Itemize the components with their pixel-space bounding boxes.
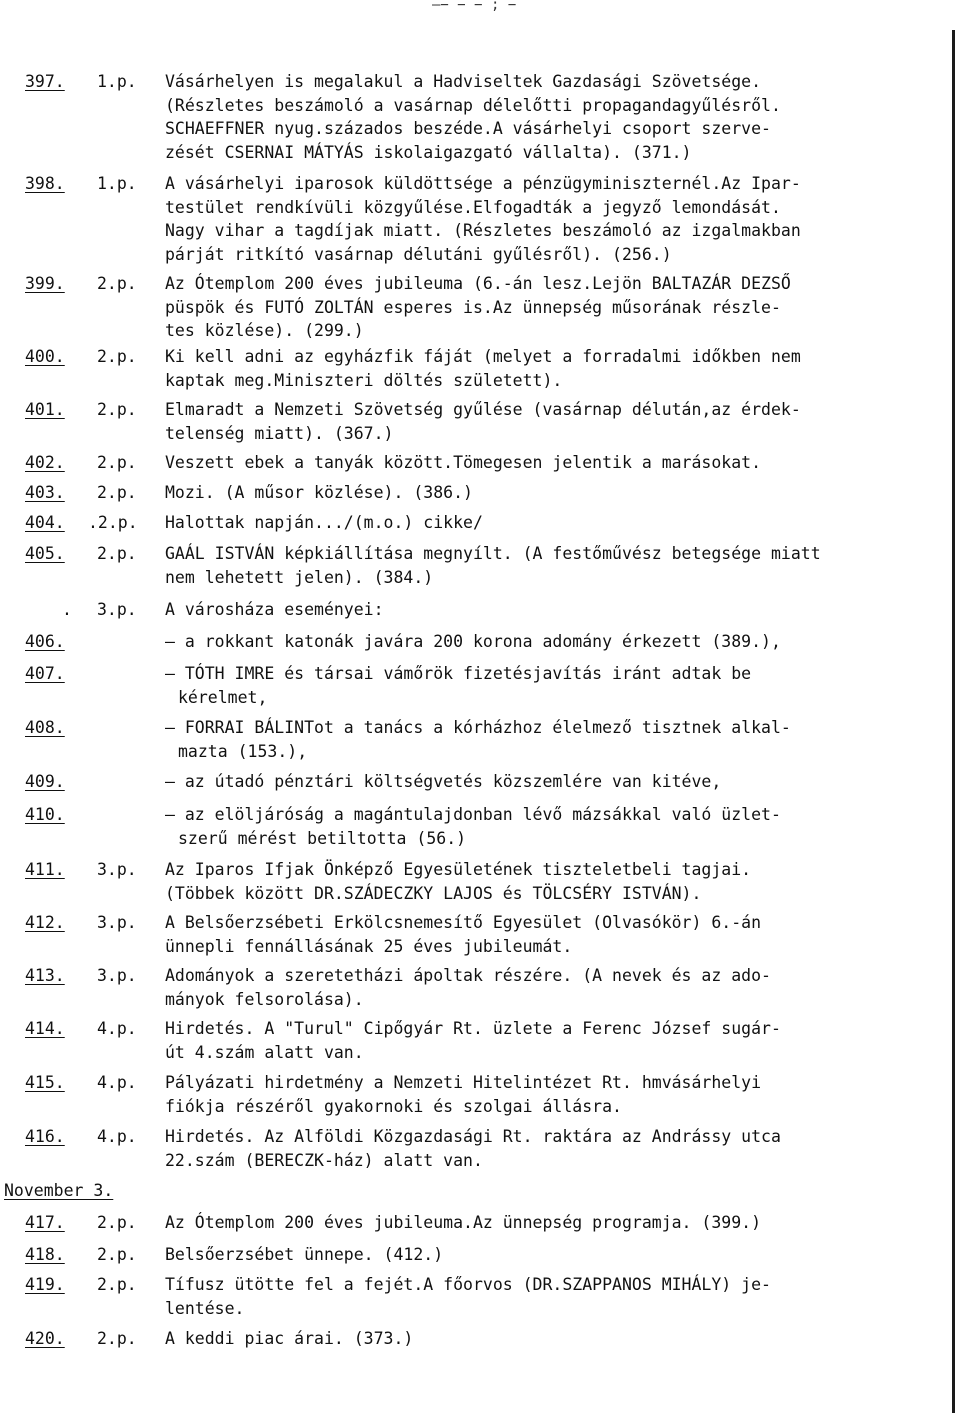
entry-line: Ki kell adni az egyházfik fáját (melyet a forradalmi időkben nem bbox=[165, 347, 801, 366]
entry-line: Elmaradt a Nemzeti Szövetség gyűlése (vasárnap délután,az érdek- bbox=[165, 400, 801, 419]
entry-line: Pályázati hirdetmény a Nemzeti Hitelintézet Rt. hmvásárhelyi bbox=[165, 1073, 762, 1092]
entry-number: 409. bbox=[25, 772, 65, 791]
entry-text bbox=[165, 964, 905, 1011]
entry-text bbox=[165, 272, 905, 343]
entry-number: 398. bbox=[25, 174, 65, 193]
page-ref: 2.p. bbox=[97, 1213, 137, 1232]
page-ref: 2.p. bbox=[97, 1329, 137, 1348]
entry-line: nem lehetett jelen). (384.) bbox=[165, 567, 434, 587]
entry-number: 408. bbox=[25, 718, 65, 737]
entry-line: testület rendkívüli közgyűlése.Elfogadták a jegyző lemondását. bbox=[165, 197, 781, 217]
page-ref: 3.p. bbox=[97, 860, 137, 879]
entry-line: Vásárhelyen is megalakul a Hadviseltek Gazdasági Szövetsége. bbox=[165, 72, 762, 91]
right-margin-rule bbox=[952, 30, 955, 1413]
entry-line: — TÓTH IMRE és társai vámőrök fizetésjavítás iránt adtak be bbox=[165, 664, 752, 683]
entry-text bbox=[165, 1071, 905, 1118]
entry-text bbox=[165, 803, 905, 850]
entry-text bbox=[165, 716, 905, 763]
entry-line: GAÁL ISTVÁN képkiállítása megnyílt. (A festőművész betegsége miatt bbox=[165, 544, 821, 563]
entry-line: mányok felsorolása). bbox=[165, 989, 364, 1009]
entry-line: 22.szám (BERECZK-ház) alatt van. bbox=[165, 1150, 483, 1170]
entry-text bbox=[165, 1243, 905, 1267]
entry-text bbox=[165, 70, 905, 164]
page-ref: 2.p. bbox=[97, 544, 137, 563]
entry-number: 412. bbox=[25, 913, 65, 932]
top-scan-mark: —− − − ; − bbox=[432, 0, 517, 13]
entry-line: — az útadó pénztári költségvetés közszemlére van kitéve, bbox=[165, 772, 722, 791]
entry-line: Hirdetés. Az Alföldi Közgazdasági Rt. raktára az Andrássy utca bbox=[165, 1127, 781, 1146]
entry-number: 403. bbox=[25, 483, 65, 502]
page-ref: 2.p. bbox=[97, 347, 137, 366]
entry-line: A keddi piac árai. (373.) bbox=[165, 1329, 414, 1348]
page-ref: 3.p. bbox=[97, 913, 137, 932]
entry-number: 419. bbox=[25, 1275, 65, 1294]
entry-line: telenség miatt). (367.) bbox=[165, 423, 394, 443]
entry-text bbox=[165, 858, 905, 905]
entry-line: tes közlése). (299.) bbox=[165, 321, 364, 340]
entry-text bbox=[165, 911, 905, 958]
entry-number: 410. bbox=[25, 805, 65, 824]
entry-number: 415. bbox=[25, 1073, 65, 1092]
entry-text bbox=[165, 662, 905, 709]
entry-text bbox=[165, 1125, 905, 1172]
entry-number: 413. bbox=[25, 966, 65, 985]
page-ref: 1.p. bbox=[97, 72, 137, 91]
entry-text bbox=[165, 542, 905, 589]
entry-number: 400. bbox=[25, 347, 65, 366]
entry-number: 406. bbox=[25, 632, 65, 651]
entry-line: zését CSERNAI MÁTYÁS iskolaigazgató vállalta). (371.) bbox=[165, 142, 692, 162]
entry-line: — az elöljáróság a magántulajdonban lévő mázsákkal való üzlet- bbox=[165, 805, 781, 824]
entry-line: szerű mérést betiltotta (56.) bbox=[178, 828, 467, 848]
entry-number: 420. bbox=[25, 1329, 65, 1348]
entry-number: 401. bbox=[25, 400, 65, 419]
entry-line: lentése. bbox=[165, 1298, 245, 1318]
entry-text bbox=[165, 511, 905, 535]
entry-number: 402. bbox=[25, 453, 65, 472]
section-title: A városháza eseményei: bbox=[165, 600, 384, 619]
entry-line: (Többek között DR.SZÁDECZKY LAJOS és TÖLCSÉRY ISTVÁN). bbox=[165, 883, 702, 903]
entry-number: 405. bbox=[25, 544, 65, 563]
page-ref: 2.p. bbox=[97, 483, 137, 502]
page-ref: .2.p. bbox=[88, 513, 138, 532]
entry-line: kaptak meg.Miniszteri döltés született). bbox=[165, 370, 563, 390]
entry-text bbox=[165, 451, 905, 475]
section-text bbox=[165, 598, 905, 622]
entry-number: 418. bbox=[25, 1245, 65, 1264]
entry-line: (Részletes beszámoló a vasárnap délelőtti propagandagyűlésről. bbox=[165, 95, 781, 115]
entry-line: Adományok a szeretetházi ápoltak részére. (A nevek és az ado- bbox=[165, 966, 771, 985]
entry-text bbox=[165, 1211, 905, 1235]
entry-number: 399. bbox=[25, 274, 65, 293]
page-ref: 2.p. bbox=[97, 1245, 137, 1264]
entry-text bbox=[165, 770, 905, 794]
page-ref: 2.p. bbox=[97, 1275, 137, 1294]
section-marker: . bbox=[62, 600, 72, 619]
page-ref: 2.p. bbox=[97, 274, 137, 293]
page-ref: 4.p. bbox=[97, 1019, 137, 1038]
page-ref: 3.p. bbox=[97, 966, 137, 985]
entry-number: 411. bbox=[25, 860, 65, 879]
entry-line: — FORRAI BÁLINTot a tanács a kórházhoz élelmező tisztnek alkal- bbox=[165, 718, 791, 737]
entry-line: Mozi. (A műsor közlése). (386.) bbox=[165, 483, 473, 502]
entry-line: Az Ótemplom 200 éves jubileuma.Az ünnepség programja. (399.) bbox=[165, 1213, 762, 1232]
entry-text bbox=[165, 630, 905, 654]
entry-number: 417. bbox=[25, 1213, 65, 1232]
entry-line: — a rokkant katonák javára 200 korona adomány érkezett (389.), bbox=[165, 632, 781, 651]
entry-line: SCHAEFFNER nyug.százados beszéde.A vásárhelyi csoport szerve- bbox=[165, 119, 771, 138]
entry-line: Nagy vihar a tagdíjak miatt. (Részletes beszámoló az izgalmakban bbox=[165, 221, 801, 240]
entry-text bbox=[165, 398, 905, 445]
entry-line: kérelmet, bbox=[178, 687, 268, 707]
entry-line: Az Iparos Ifjak Önképző Egyesületének tiszteletbeli tagjai. bbox=[165, 860, 752, 879]
entry-line: Az Ótemplom 200 éves jubileuma (6.-án lesz.Lejön BALTAZÁR DEZSŐ bbox=[165, 274, 791, 293]
entry-text bbox=[165, 1273, 905, 1320]
entry-line: út 4.szám alatt van. bbox=[165, 1042, 364, 1062]
entry-line: fiókja részéről gyakornoki és szolgai állásra. bbox=[165, 1096, 622, 1116]
page-ref: 2.p. bbox=[97, 453, 137, 472]
date-heading: November 3. bbox=[4, 1181, 114, 1200]
entry-line: ünnepli fennállásának 25 éves jubileumát. bbox=[165, 936, 573, 956]
entry-number: 397. bbox=[25, 72, 65, 91]
entry-line: Belsőerzsébet ünnepe. (412.) bbox=[165, 1245, 444, 1264]
page-ref: 3.p. bbox=[97, 600, 137, 619]
entry-text bbox=[165, 1017, 905, 1064]
entry-number: 416. bbox=[25, 1127, 65, 1146]
page-ref: 4.p. bbox=[97, 1127, 137, 1146]
entry-number: 414. bbox=[25, 1019, 65, 1038]
entry-number: 404. bbox=[25, 513, 65, 532]
entry-line: A Belsőerzsébeti Erkölcsnemesítő Egyesület (Olvasókör) 6.-án bbox=[165, 913, 762, 932]
entry-line: Halottak napján.../(m.o.) cikke/ bbox=[165, 513, 483, 532]
entry-number: 407. bbox=[25, 664, 65, 683]
page-ref: 1.p. bbox=[97, 174, 137, 193]
entry-line: A vásárhelyi iparosok küldöttsége a pénzügyminiszternél.Az Ipar- bbox=[165, 174, 801, 193]
entry-line: mazta (153.), bbox=[178, 741, 308, 761]
entry-line: Hirdetés. A "Turul" Cipőgyár Rt. üzlete a Ferenc József sugár- bbox=[165, 1019, 781, 1038]
entry-line: Tífusz ütötte fel a fejét.A főorvos (DR.SZAPPANOS MIHÁLY) je- bbox=[165, 1275, 771, 1294]
entry-line: párját ritkító vasárnap délutáni gyűlésről). (256.) bbox=[165, 244, 672, 264]
entry-text bbox=[165, 481, 905, 505]
entry-text bbox=[165, 172, 905, 266]
page-ref: 2.p. bbox=[97, 400, 137, 419]
entry-text bbox=[165, 1327, 905, 1351]
entry-line: Veszett ebek a tanyák között.Tömegesen jelentik a marásokat. bbox=[165, 453, 762, 472]
page-ref: 4.p. bbox=[97, 1073, 137, 1092]
entry-line: püspök és FUTÓ ZOLTÁN esperes is.Az ünnepség műsorának részle- bbox=[165, 297, 781, 317]
entry-text bbox=[165, 345, 905, 392]
